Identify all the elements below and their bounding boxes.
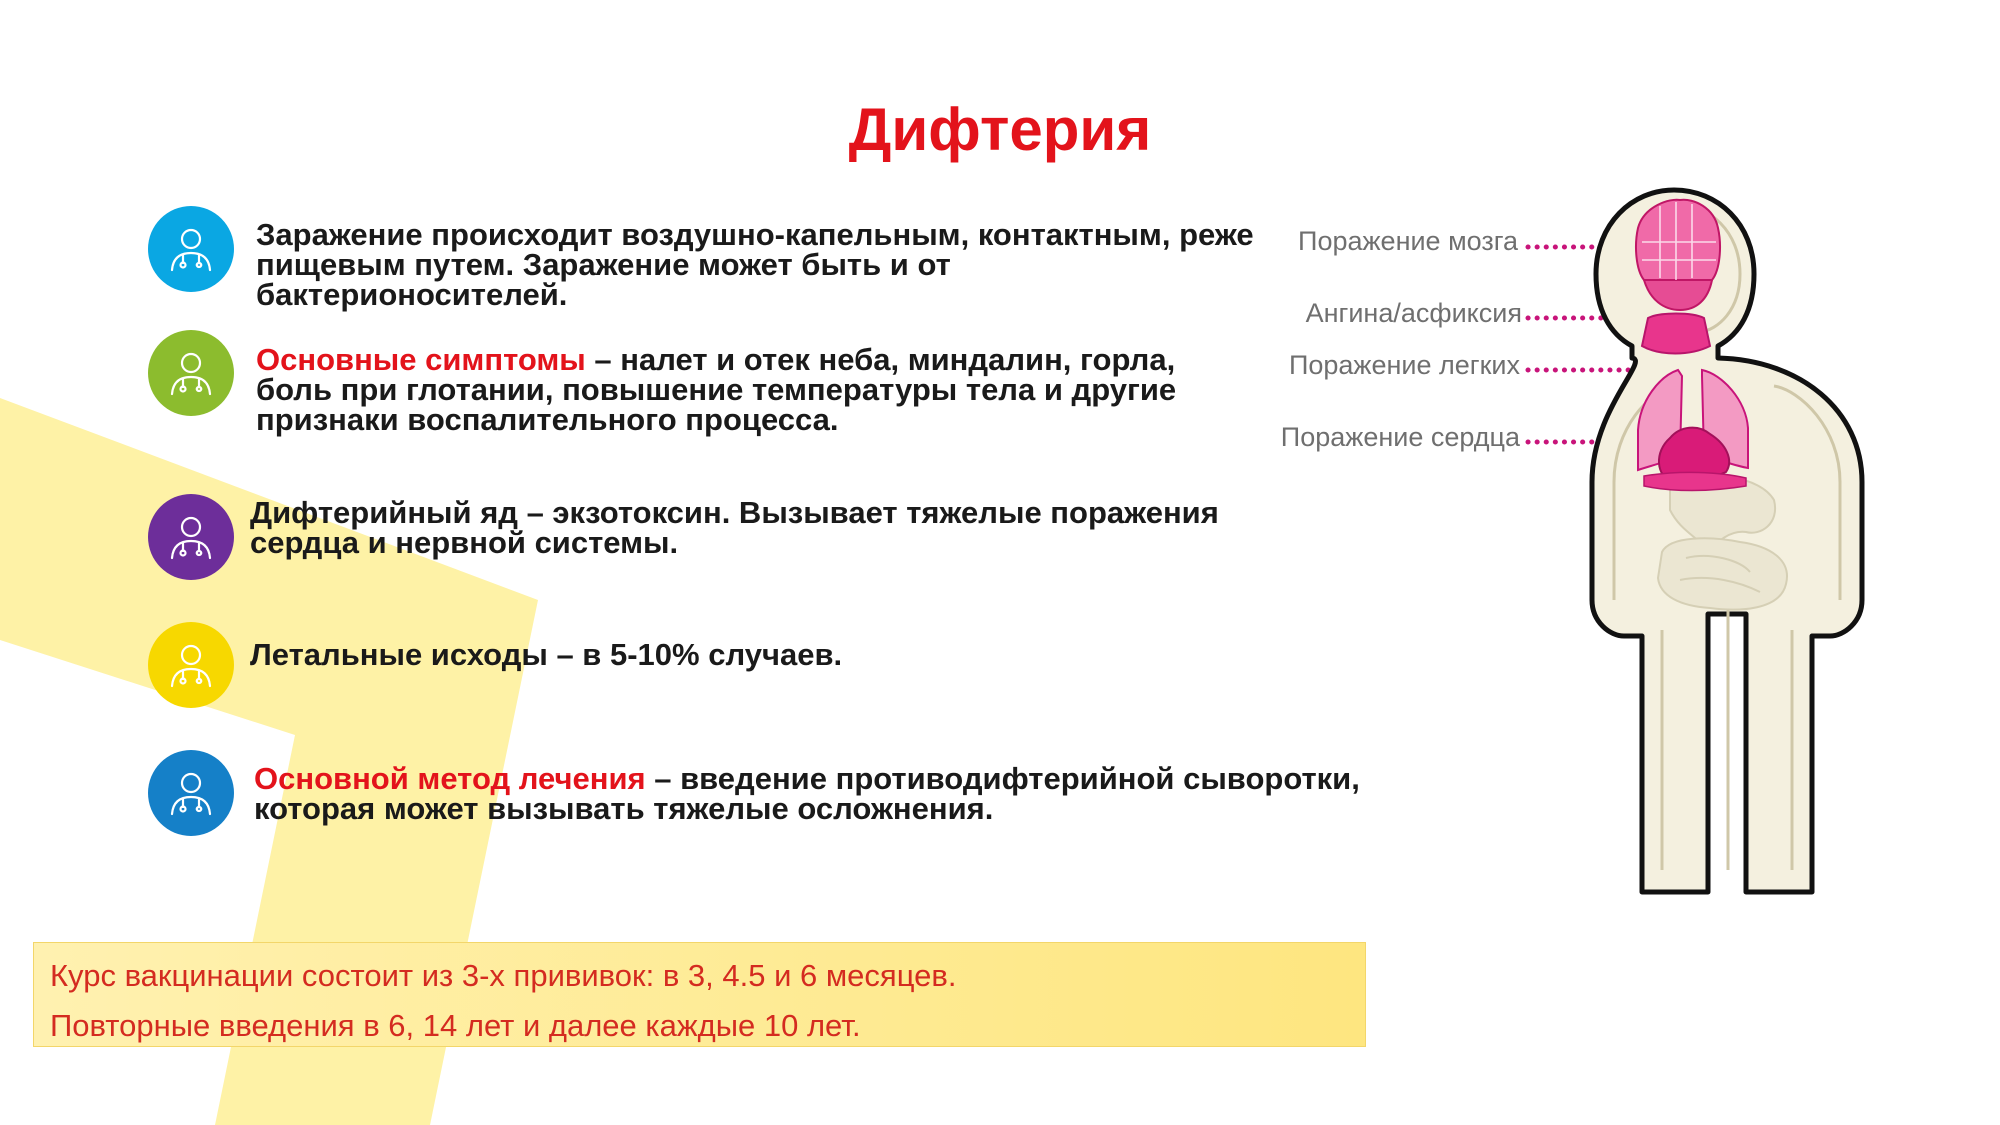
label-lungs: Поражение легких bbox=[1288, 350, 1520, 380]
item-text-rest: – введение противодифтерийной сыворотки, которая может вызывать тяжелые осложнения. bbox=[254, 761, 1360, 826]
label-heart: Поражение сердца bbox=[1280, 422, 1520, 452]
item-text: Летальные исходы – в 5-10% случаев. bbox=[250, 637, 843, 672]
page-title: Дифтерия bbox=[848, 96, 1152, 163]
vaccination-line-1: Курс вакцинации состоит из 3-х прививок: в 3, 4.5 и 6 месяцев. bbox=[50, 958, 957, 993]
item-text: Дифтерийный яд – экзотоксин. Вызывает тяжелые поражения сердца и нервной системы. bbox=[250, 495, 1219, 560]
item-highlight: Основные симптомы bbox=[256, 342, 586, 377]
item-text-rest: – налет и отек неба, миндалин, горла, боль при глотании, повышение температуры тела и другие признаки воспалительного процесса. bbox=[256, 342, 1177, 437]
label-throat: Ангина/асфиксия bbox=[1305, 298, 1522, 328]
human-body-illustration bbox=[1240, 180, 1880, 920]
item-highlight: Основной метод лечения bbox=[254, 761, 646, 796]
item-text: Заражение происходит воздушно-капельным, контактным, реже пищевым путем. Заражение может быть и от бактерионосителей. bbox=[256, 217, 1254, 312]
vaccination-line-2: Повторные введения в 6, 14 лет и далее каждые 10 лет. bbox=[50, 1008, 861, 1043]
label-brain: Поражение мозга bbox=[1298, 226, 1518, 256]
